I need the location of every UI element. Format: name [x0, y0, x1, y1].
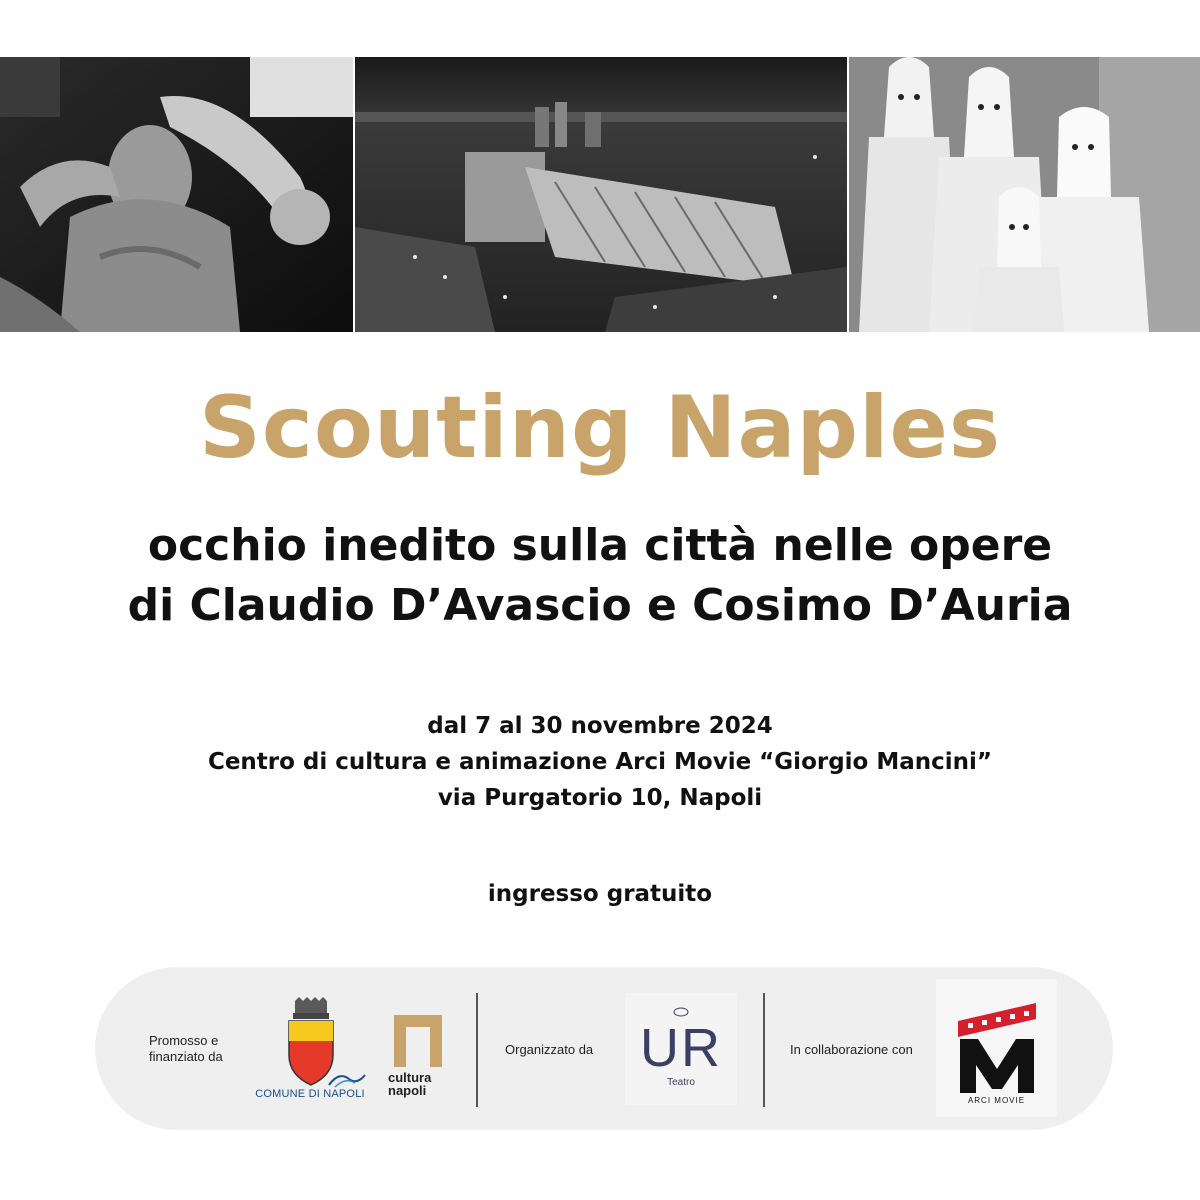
comune-label: COMUNE DI NAPOLI [255, 1088, 365, 1100]
photo-strip [0, 57, 1200, 332]
divider [763, 993, 765, 1107]
arci-movie-m-icon [954, 999, 1040, 1099]
dancers-photo-icon [0, 57, 353, 332]
ur-sub-label: Teatro [667, 1077, 695, 1088]
admission-note: ingresso gratuito [487, 881, 713, 907]
collaboration-label: In collaborazione con [790, 1042, 913, 1057]
event-dates: dal 7 al 30 novembre 2024 [427, 713, 773, 739]
cultura-label-line-1: cultura [388, 1070, 432, 1085]
event-venue: Centro di cultura e animazione Arci Movie “Giorgio Mancini” [207, 749, 993, 775]
event-title: Scouting Naples [198, 378, 1002, 478]
subtitle-line-1: occhio inedito sulla città nelle opere [147, 520, 1053, 571]
subtitle-line-2: di Claudio D’Avascio e Cosimo D’Auria [127, 580, 1073, 631]
ur-teatro-logo [625, 993, 737, 1105]
ur-letters: UR [640, 1018, 722, 1078]
city-night-aerial-photo-icon [353, 57, 848, 332]
cultura-label-line-2: napoli [388, 1083, 427, 1098]
sponsor-bar [95, 967, 1113, 1130]
event-details [0, 708, 1200, 816]
cultura-napoli-logo-icon [390, 1011, 446, 1071]
promoted-label [149, 1033, 239, 1065]
hooded-procession-photo-icon [849, 57, 1200, 332]
event-subtitle [0, 516, 1200, 636]
event-address: via Purgatorio 10, Napoli [437, 785, 763, 811]
promoted-label-line-2: finanziato da [149, 1049, 223, 1064]
divider [476, 993, 478, 1107]
organized-label: Organizzato da [505, 1042, 594, 1057]
arci-movie-label: ARCI MOVIE [967, 1096, 1026, 1105]
cultura-napoli-label [388, 1071, 458, 1097]
promoted-label-line-1: Promosso e [149, 1033, 219, 1048]
arci-movie-logo [936, 979, 1057, 1117]
